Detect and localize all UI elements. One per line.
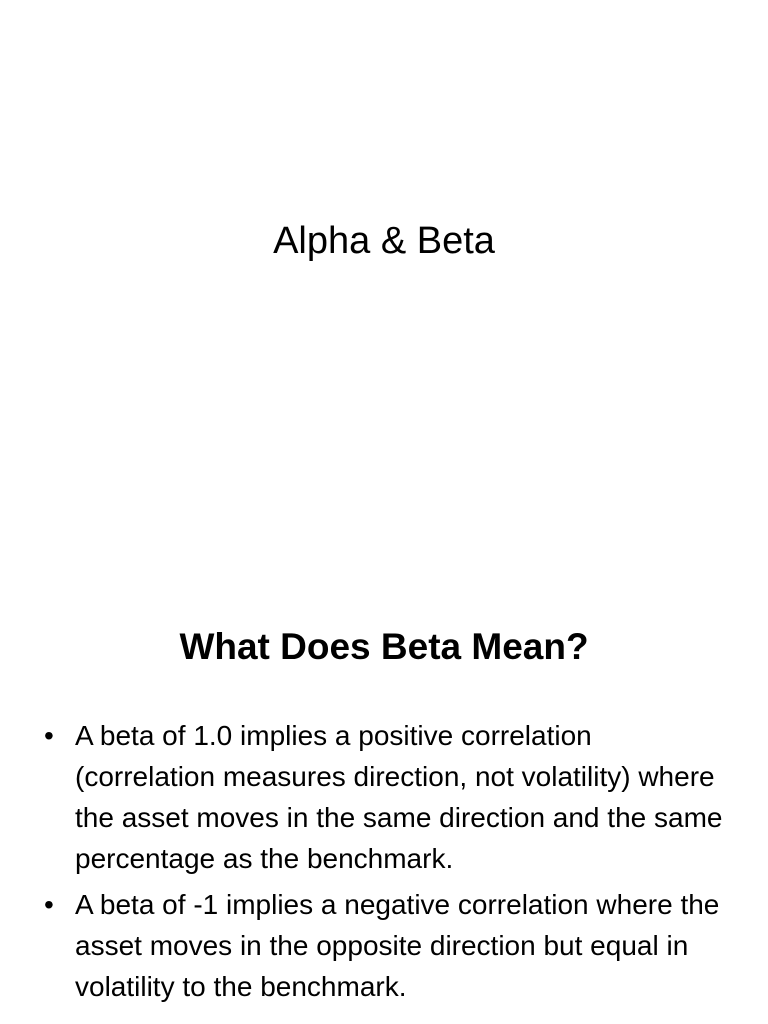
- bullet-item: [44, 715, 734, 879]
- content-slide: [0, 576, 768, 1024]
- bullet-icon: •: [44, 889, 54, 920]
- bullet-icon: •: [44, 720, 54, 751]
- slide-heading: What Does Beta Mean?: [179, 626, 589, 667]
- bullet-text: A beta of -1 implies a negative correlation where the asset moves in the opposite direction but equal in volatility to the benchmark.: [75, 889, 720, 1002]
- bullet-text: A beta of 1.0 implies a positive correlation (correlation measures direction, not volatility) where the asset moves in the same direction and the same percentage as the benchmark.: [75, 720, 723, 874]
- bullet-item: [44, 884, 734, 1007]
- bullet-list: [44, 715, 734, 1012]
- slide-title: Alpha & Beta: [273, 220, 495, 262]
